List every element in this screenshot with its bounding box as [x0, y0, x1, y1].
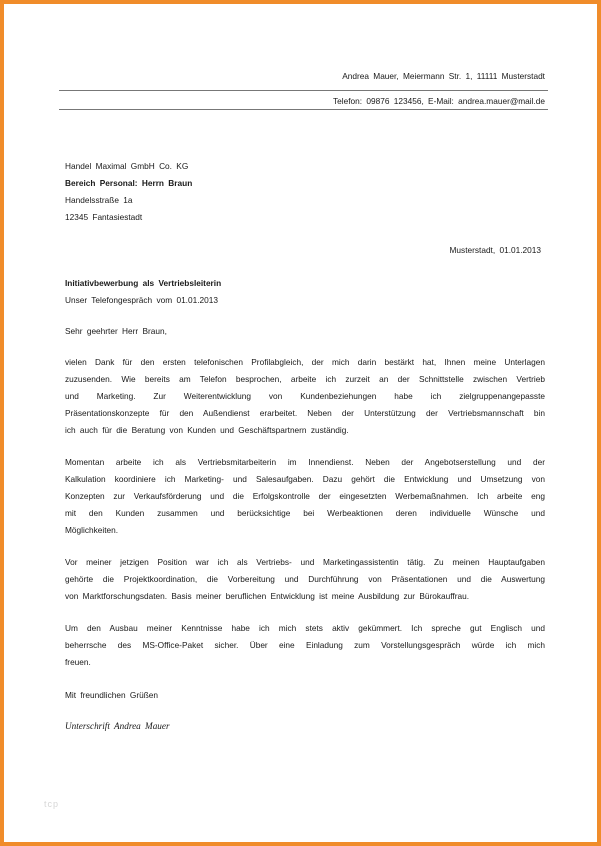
salutation: Sehr geehrter Herr Braun, — [65, 326, 167, 336]
recipient-street: Handelsstraße 1a — [65, 195, 133, 205]
paragraph-line: zuzusenden. Wie bereits am Telefon besprochen, arbeite ich zurzeit an der Schnittstelle zwischen Vertrieb — [65, 374, 545, 385]
header-rule-top — [59, 90, 548, 91]
paragraph-line: mit den Kunden zusammen und berücksichtige bei Werbeaktionen deren individuelle Wünsche und — [65, 508, 545, 519]
paragraph-line: Präsentationskonzepte für den Außendienst erarbeitet. Neben der Unterstützung der Vertriebsmannschaft bin — [65, 408, 545, 419]
paragraph-line: gehörte die Projektkoordination, die Vorbereitung und Durchführung von Präsentationen und die Auswertung — [65, 574, 545, 585]
paragraph-line: von Marktforschungsdaten. Basis meiner beruflichen Entwicklung ist meine Ausbildung zur Bürokauffrau. — [65, 591, 470, 602]
paragraph-line: ich auch für die Beratung von Kunden und Geschäftspartnern zuständig. — [65, 425, 349, 436]
letter-page — [12, 12, 597, 842]
paragraph-line: Konzepten zur Verkaufsförderung und die Erfolgskontrolle der eingesetzten Werbemaßnahmen. Ich arbeite eng — [65, 491, 545, 502]
signature: Unterschrift Andrea Mauer — [65, 721, 170, 731]
watermark-text: tcp — [44, 799, 60, 809]
paragraph-line: Möglichkeiten. — [65, 525, 119, 536]
paragraph-line: und Marketing. Zur Weiterentwicklung von Kundenbeziehungen habe ich zielgruppenangepasste — [65, 391, 545, 402]
subject-reference: Unser Telefongespräch vom 01.01.2013 — [65, 295, 218, 305]
paragraph-line: Momentan arbeite ich als Vertriebsmitarbeiterin im Innendienst. Neben der Angebotserstellung und der — [65, 457, 545, 467]
paragraph-line: Vor meiner jetzigen Position war ich als Vertriebs- und Marketingassistentin tätig. Zu meinen Hauptaufgaben — [65, 557, 545, 567]
paragraph-line: beherrsche des MS-Office-Paket sicher. Über eine Einladung zum Vorstellungsgespräch würde ich mich — [65, 640, 545, 651]
sender-address: Andrea Mauer, Meiermann Str. 1, 11111 Musterstadt — [342, 71, 545, 81]
body-paragraph — [65, 554, 545, 605]
paragraph-line: vielen Dank für den ersten telefonischen Profilabgleich, der mich darin bestärkt hat, Ihnen meine Unterlagen — [65, 357, 545, 367]
paragraph-line: Kalkulation koordiniere ich Marketing- und Salesaufgaben. Dazu gehört die Entwicklung und Umsetzung von — [65, 474, 545, 485]
recipient-department: Bereich Personal: Herrn Braun — [65, 178, 193, 188]
body-paragraph — [65, 454, 545, 539]
paragraph-line: freuen. — [65, 657, 91, 668]
recipient-city: 12345 Fantasiestadt — [65, 212, 143, 222]
paragraph-line: Um den Ausbau meiner Kenntnisse habe ich mich stets aktiv gekümmert. Ich spreche gut Englisch und — [65, 623, 545, 633]
body-paragraph — [65, 354, 545, 439]
recipient-company: Handel Maximal GmbH Co. KG — [65, 161, 189, 171]
header-rule-bottom — [59, 109, 548, 110]
date-line: Musterstadt, 01.01.2013 — [449, 245, 541, 255]
body-paragraph — [65, 620, 545, 671]
subject-title: Initiativbewerbung als Vertriebsleiterin — [65, 278, 222, 288]
closing: Mit freundlichen Grüßen — [65, 690, 159, 700]
sender-contact: Telefon: 09876 123456, E-Mail: andrea.mauer@mail.de — [333, 96, 545, 106]
